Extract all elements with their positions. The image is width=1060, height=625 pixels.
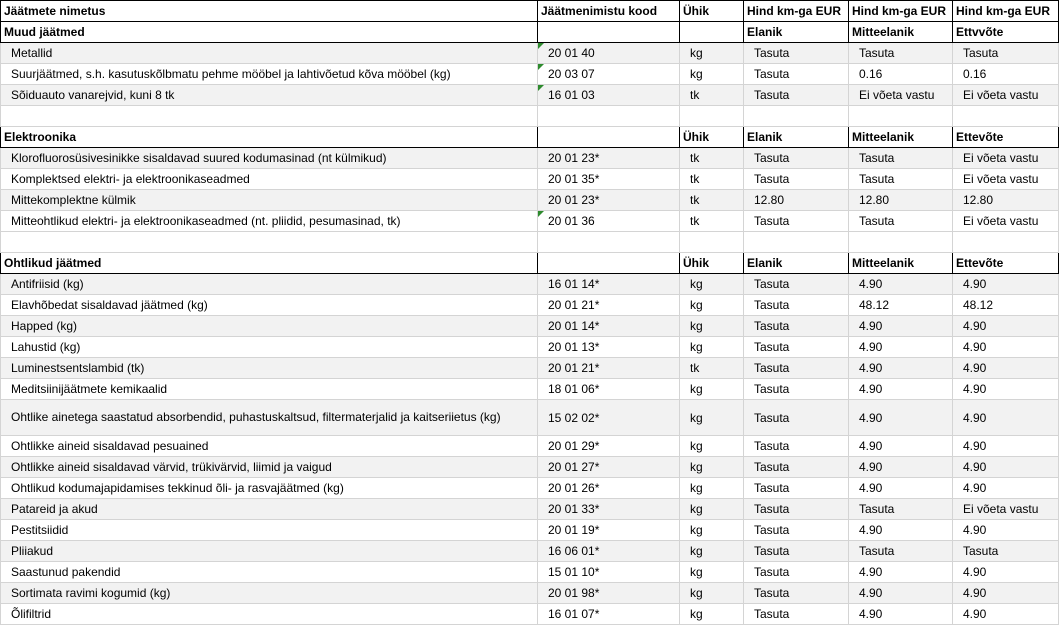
row-unit[interactable]: kg <box>680 400 744 436</box>
row-elanik[interactable]: Tasuta <box>744 148 849 169</box>
row-ettevote[interactable]: Ei võeta vastu <box>953 211 1059 232</box>
row-elanik[interactable]: Tasuta <box>744 604 849 625</box>
row-unit[interactable]: tk <box>680 148 744 169</box>
row-code[interactable]: 20 01 29* <box>538 436 680 457</box>
row-code[interactable]: 20 01 23* <box>538 148 680 169</box>
section-col-elanik[interactable]: Elanik <box>744 22 849 43</box>
row-mitteelanik[interactable]: 4.90 <box>849 379 953 400</box>
table-row <box>1 583 1059 604</box>
row-ettevote[interactable]: 4.90 <box>953 316 1059 337</box>
table-row <box>1 85 1059 106</box>
row-elanik[interactable]: Tasuta <box>744 274 849 295</box>
row-ettevote[interactable]: 4.90 <box>953 604 1059 625</box>
row-ettevote[interactable]: 4.90 <box>953 358 1059 379</box>
row-code[interactable]: 15 01 10* <box>538 562 680 583</box>
row-code[interactable]: 20 01 33* <box>538 499 680 520</box>
table-row <box>1 520 1059 541</box>
table-row <box>1 436 1059 457</box>
row-unit[interactable]: tk <box>680 85 744 106</box>
row-name[interactable]: Mittekomplektne külmik <box>1 190 538 211</box>
row-name[interactable]: Antifriisid (kg) <box>1 274 538 295</box>
header-code[interactable]: Jäätmenimistu kood <box>538 1 680 22</box>
row-mitteelanik[interactable]: 4.90 <box>849 436 953 457</box>
row-elanik[interactable]: Tasuta <box>744 379 849 400</box>
table-row <box>1 274 1059 295</box>
row-mitteelanik[interactable]: Tasuta <box>849 148 953 169</box>
row-name[interactable]: Happed (kg) <box>1 316 538 337</box>
row-mitteelanik[interactable]: 48.12 <box>849 295 953 316</box>
table-row <box>1 169 1059 190</box>
table-row <box>1 499 1059 520</box>
row-elanik[interactable]: Tasuta <box>744 295 849 316</box>
table-row <box>1 337 1059 358</box>
row-ettevote[interactable]: 4.90 <box>953 478 1059 499</box>
section-unit-header[interactable]: Ühik <box>680 253 744 274</box>
row-ettevote[interactable]: 4.90 <box>953 337 1059 358</box>
row-unit[interactable]: kg <box>680 478 744 499</box>
row-mitteelanik[interactable]: Tasuta <box>849 43 953 64</box>
row-unit[interactable]: kg <box>680 316 744 337</box>
row-unit[interactable]: tk <box>680 358 744 379</box>
header-unit[interactable]: Ühik <box>680 1 744 22</box>
header-name[interactable]: Jäätmete nimetus <box>1 1 538 22</box>
row-ettevote[interactable]: 4.90 <box>953 562 1059 583</box>
section-title[interactable]: Elektroonika <box>1 127 538 148</box>
row-ettevote[interactable]: Ei võeta vastu <box>953 148 1059 169</box>
row-elanik[interactable]: Tasuta <box>744 64 849 85</box>
row-mitteelanik[interactable]: 4.90 <box>849 457 953 478</box>
row-unit[interactable]: kg <box>680 604 744 625</box>
row-unit[interactable]: kg <box>680 64 744 85</box>
row-code[interactable]: 20 01 13* <box>538 337 680 358</box>
row-code[interactable]: 16 06 01* <box>538 541 680 562</box>
header-price-2[interactable]: Hind km-ga EUR <box>849 1 953 22</box>
row-unit[interactable]: kg <box>680 499 744 520</box>
section-col-ettevote[interactable]: Ettvvõte <box>953 22 1059 43</box>
table-row <box>1 316 1059 337</box>
row-code[interactable]: 20 01 21* <box>538 358 680 379</box>
row-name[interactable]: Ohtlikke aineid sisaldavad pesuained <box>1 436 538 457</box>
row-name[interactable]: Meditsiinijäätmete kemikaalid <box>1 379 538 400</box>
row-elanik[interactable]: Tasuta <box>744 85 849 106</box>
empty-cell[interactable] <box>538 253 680 274</box>
row-mitteelanik[interactable]: 4.90 <box>849 358 953 379</box>
row-name[interactable]: Elavhõbedat sisaldavad jäätmed (kg) <box>1 295 538 316</box>
row-ettevote[interactable]: 4.90 <box>953 457 1059 478</box>
row-code[interactable]: 16 01 03 <box>538 85 680 106</box>
empty-cell[interactable] <box>953 106 1059 127</box>
row-ettevote[interactable]: 4.90 <box>953 379 1059 400</box>
row-mitteelanik[interactable]: 4.90 <box>849 583 953 604</box>
section-col-mitteelanik[interactable]: Mitteelanik <box>849 22 953 43</box>
table-row <box>1 562 1059 583</box>
row-elanik[interactable]: Tasuta <box>744 337 849 358</box>
row-ettevote[interactable]: Ei võeta vastu <box>953 169 1059 190</box>
table-row <box>1 148 1059 169</box>
row-ettevote[interactable]: 4.90 <box>953 583 1059 604</box>
row-code[interactable]: 20 01 36 <box>538 211 680 232</box>
row-elanik[interactable]: Tasuta <box>744 541 849 562</box>
section-title[interactable]: Muud jäätmed <box>1 22 538 43</box>
table-row <box>1 295 1059 316</box>
row-elanik[interactable]: Tasuta <box>744 436 849 457</box>
row-ettevote[interactable]: 12.80 <box>953 190 1059 211</box>
row-unit[interactable]: kg <box>680 295 744 316</box>
row-unit[interactable]: kg <box>680 562 744 583</box>
row-ettevote[interactable]: Ei võeta vastu <box>953 499 1059 520</box>
comment-marker-icon <box>538 85 544 91</box>
row-name[interactable]: Patareid ja akud <box>1 499 538 520</box>
row-unit[interactable]: kg <box>680 583 744 604</box>
row-unit[interactable]: kg <box>680 520 744 541</box>
row-elanik[interactable]: Tasuta <box>744 562 849 583</box>
row-elanik[interactable]: Tasuta <box>744 583 849 604</box>
row-elanik[interactable]: Tasuta <box>744 43 849 64</box>
section-col-mitteelanik[interactable]: Mitteelanik <box>849 253 953 274</box>
empty-cell[interactable] <box>680 232 744 253</box>
row-ettevote[interactable]: 48.12 <box>953 295 1059 316</box>
table-row <box>1 400 1059 436</box>
row-elanik[interactable]: 12.80 <box>744 190 849 211</box>
row-ettevote[interactable]: 4.90 <box>953 520 1059 541</box>
row-mitteelanik[interactable]: 12.80 <box>849 190 953 211</box>
row-name[interactable]: Komplektsed elektri- ja elektroonikaseadmed <box>1 169 538 190</box>
section-col-ettevote[interactable]: Ettevõte <box>953 127 1059 148</box>
row-elanik[interactable]: Tasuta <box>744 169 849 190</box>
row-mitteelanik[interactable]: 4.90 <box>849 337 953 358</box>
row-name[interactable]: Luminestsentslambid (tk) <box>1 358 538 379</box>
empty-cell[interactable] <box>953 232 1059 253</box>
row-code[interactable]: 20 01 98* <box>538 583 680 604</box>
empty-cell[interactable] <box>680 106 744 127</box>
section-header-elektroonika <box>1 127 1059 148</box>
row-ettevote[interactable]: Tasuta <box>953 541 1059 562</box>
row-name[interactable]: Pliiakud <box>1 541 538 562</box>
row-code[interactable]: 20 01 40 <box>538 43 680 64</box>
column-header-row <box>1 1 1059 22</box>
row-code[interactable]: 20 01 14* <box>538 316 680 337</box>
row-mitteelanik[interactable]: Tasuta <box>849 499 953 520</box>
row-code[interactable]: 20 01 23* <box>538 190 680 211</box>
empty-cell[interactable] <box>849 106 953 127</box>
row-mitteelanik[interactable]: 4.90 <box>849 520 953 541</box>
row-elanik[interactable]: Tasuta <box>744 478 849 499</box>
row-code[interactable]: 15 02 02* <box>538 400 680 436</box>
comment-marker-icon <box>538 64 544 70</box>
row-ettevote[interactable]: 4.90 <box>953 274 1059 295</box>
row-name[interactable]: Pestitsiidid <box>1 520 538 541</box>
table-row <box>1 211 1059 232</box>
blank-row <box>1 106 1059 127</box>
table-row <box>1 541 1059 562</box>
row-name[interactable]: Ohtlike ainetega saastatud absorbendid, puhastuskaltsud, filtermaterjalid ja kaitseriietus (kg) <box>1 400 538 436</box>
row-unit[interactable]: tk <box>680 211 744 232</box>
row-mitteelanik[interactable]: 4.90 <box>849 316 953 337</box>
row-mitteelanik[interactable]: Tasuta <box>849 211 953 232</box>
row-unit[interactable]: tk <box>680 190 744 211</box>
empty-cell[interactable] <box>538 22 680 43</box>
row-unit[interactable]: tk <box>680 169 744 190</box>
row-code[interactable]: 20 01 35* <box>538 169 680 190</box>
row-elanik[interactable]: Tasuta <box>744 358 849 379</box>
row-elanik[interactable]: Tasuta <box>744 499 849 520</box>
empty-cell[interactable] <box>849 232 953 253</box>
row-unit[interactable]: kg <box>680 379 744 400</box>
empty-cell[interactable] <box>538 106 680 127</box>
row-mitteelanik[interactable]: Tasuta <box>849 169 953 190</box>
row-ettevote[interactable]: Ei võeta vastu <box>953 85 1059 106</box>
row-mitteelanik[interactable]: 4.90 <box>849 478 953 499</box>
row-name[interactable]: Klorofluorosüsivesinikke sisaldavad suured kodumasinad (nt külmikud) <box>1 148 538 169</box>
row-elanik[interactable]: Tasuta <box>744 520 849 541</box>
table-row <box>1 379 1059 400</box>
row-unit[interactable]: kg <box>680 337 744 358</box>
row-code[interactable]: 20 01 21* <box>538 295 680 316</box>
section-header-muud <box>1 22 1059 43</box>
table-row <box>1 457 1059 478</box>
row-name[interactable]: Ohtlikke aineid sisaldavad värvid, trükivärvid, liimid ja vaigud <box>1 457 538 478</box>
row-mitteelanik[interactable]: Ei võeta vastu <box>849 85 953 106</box>
row-ettevote[interactable]: 4.90 <box>953 436 1059 457</box>
header-price-1[interactable]: Hind km-ga EUR <box>744 1 849 22</box>
table-row <box>1 358 1059 379</box>
section-title[interactable]: Ohtlikud jäätmed <box>1 253 538 274</box>
section-col-elanik[interactable]: Elanik <box>744 253 849 274</box>
section-col-mitteelanik[interactable]: Mitteelanik <box>849 127 953 148</box>
table-row <box>1 604 1059 625</box>
row-unit[interactable]: kg <box>680 274 744 295</box>
row-code[interactable]: 20 03 07 <box>538 64 680 85</box>
row-name[interactable]: Õlifiltrid <box>1 604 538 625</box>
row-unit[interactable]: kg <box>680 43 744 64</box>
row-unit[interactable]: kg <box>680 436 744 457</box>
comment-marker-icon <box>538 211 544 217</box>
table-row <box>1 64 1059 85</box>
row-code[interactable]: 16 01 14* <box>538 274 680 295</box>
row-ettevote[interactable]: Tasuta <box>953 43 1059 64</box>
row-unit[interactable]: kg <box>680 457 744 478</box>
section-col-elanik[interactable]: Elanik <box>744 127 849 148</box>
row-elanik[interactable]: Tasuta <box>744 316 849 337</box>
row-elanik[interactable]: Tasuta <box>744 457 849 478</box>
row-elanik[interactable]: Tasuta <box>744 211 849 232</box>
header-price-3[interactable]: Hind km-ga EUR <box>953 1 1059 22</box>
row-name[interactable]: Lahustid (kg) <box>1 337 538 358</box>
section-unit-header[interactable] <box>680 22 744 43</box>
empty-cell[interactable] <box>538 127 680 148</box>
empty-cell[interactable] <box>538 232 680 253</box>
row-unit[interactable]: kg <box>680 541 744 562</box>
row-name[interactable]: Ohtlikud kodumajapidamises tekkinud õli- ja rasvajäätmed (kg) <box>1 478 538 499</box>
row-code[interactable]: 20 01 19* <box>538 520 680 541</box>
row-name[interactable]: Sõiduauto vanarejvid, kuni 8 tk <box>1 85 538 106</box>
row-name[interactable]: Metallid <box>1 43 538 64</box>
row-code[interactable]: 20 01 26* <box>538 478 680 499</box>
row-mitteelanik[interactable]: Tasuta <box>849 541 953 562</box>
row-mitteelanik[interactable]: 4.90 <box>849 604 953 625</box>
row-mitteelanik[interactable]: 4.90 <box>849 274 953 295</box>
comment-marker-icon <box>538 43 544 49</box>
section-header-ohtlikud <box>1 253 1059 274</box>
row-ettevote[interactable]: 4.90 <box>953 400 1059 436</box>
empty-cell[interactable] <box>1 106 538 127</box>
empty-cell[interactable] <box>1 232 538 253</box>
blank-row <box>1 232 1059 253</box>
section-unit-header[interactable]: Ühik <box>680 127 744 148</box>
row-name[interactable]: Mitteohtlikud elektri- ja elektroonikaseadmed (nt. pliidid, pesumasinad, tk) <box>1 211 538 232</box>
empty-cell[interactable] <box>744 232 849 253</box>
row-name[interactable]: Sortimata ravimi kogumid (kg) <box>1 583 538 604</box>
row-elanik[interactable]: Tasuta <box>744 400 849 436</box>
row-mitteelanik[interactable]: 4.90 <box>849 400 953 436</box>
row-name[interactable]: Saastunud pakendid <box>1 562 538 583</box>
empty-cell[interactable] <box>744 106 849 127</box>
table-row <box>1 43 1059 64</box>
row-name[interactable]: Suurjäätmed, s.h. kasutuskõlbmatu pehme mööbel ja lahtivõetud kõva mööbel (kg) <box>1 64 538 85</box>
row-mitteelanik[interactable]: 0.16 <box>849 64 953 85</box>
row-mitteelanik[interactable]: 4.90 <box>849 562 953 583</box>
row-code[interactable]: 20 01 27* <box>538 457 680 478</box>
row-code[interactable]: 18 01 06* <box>538 379 680 400</box>
section-col-ettevote[interactable]: Ettevõte <box>953 253 1059 274</box>
row-ettevote[interactable]: 0.16 <box>953 64 1059 85</box>
table-row <box>1 478 1059 499</box>
row-code[interactable]: 16 01 07* <box>538 604 680 625</box>
table-row <box>1 190 1059 211</box>
